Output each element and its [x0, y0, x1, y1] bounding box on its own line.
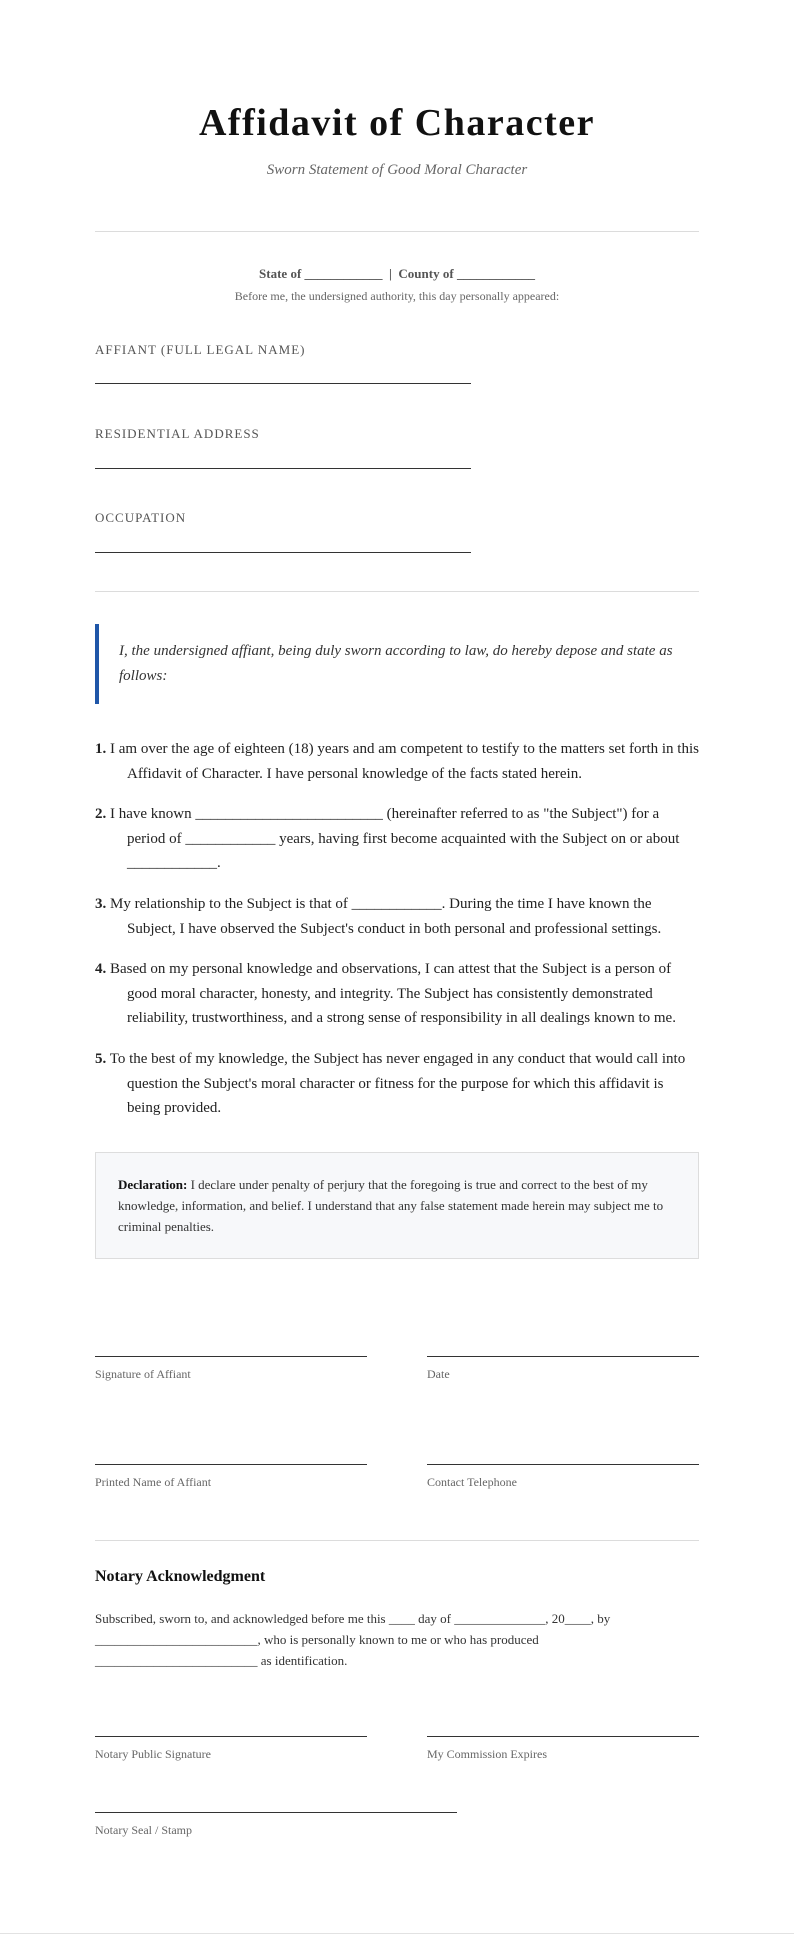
statement-text: My relationship to the Subject is that of ____________. During the time I have known the Subject, I have observed the Subject's conduct in both personal and professional settings. [110, 896, 662, 937]
commission-expires-line[interactable] [427, 1736, 699, 1737]
section-divider [95, 591, 699, 592]
venue-preamble: Before me, the undersigned authority, this day personally appeared: [234, 289, 560, 303]
declaration-label: Declaration: [118, 1177, 188, 1192]
printed-name-label: Printed Name of Affiant [95, 1475, 212, 1489]
occupation-label: OCCUPATION [95, 510, 187, 525]
statement-item [95, 737, 699, 786]
commission-expires-label: My Commission Expires [427, 1747, 548, 1761]
statement-item [95, 802, 699, 876]
notary-seal-label: Notary Seal / Stamp [95, 1823, 192, 1837]
venue-line [95, 266, 699, 282]
statement-text: I have known _________________________ (hereinafter referred to as "the Subject") for a period of ____________ years, having first become acquainted with the Subject on or about ____________. [110, 806, 680, 871]
residential-address-field[interactable] [95, 468, 471, 469]
county-blank[interactable]: ____________ [456, 266, 535, 281]
document-subtitle: Sworn Statement of Good Moral Character [266, 162, 528, 178]
telephone-line[interactable] [427, 1464, 699, 1465]
notary-signature-line[interactable] [95, 1736, 367, 1737]
statement-text: I am over the age of eighteen (18) years and am competent to testify to the matters set forth in this Affidavit of Character. I have personal knowledge of the facts stated herein. [110, 741, 699, 782]
venue-separator: | [389, 266, 392, 281]
notary-heading: Notary Acknowledgment [95, 1568, 266, 1585]
statement-number: 1. [95, 741, 107, 757]
statement-text: To the best of my knowledge, the Subject has never engaged in any conduct that would call into question the Subject's moral character or fitness for the purpose for which this affidavit is being provided. [109, 1051, 686, 1116]
state-blank[interactable]: ____________ [304, 266, 383, 281]
occupation-field[interactable] [95, 552, 471, 553]
telephone-label: Contact Telephone [427, 1475, 517, 1489]
statement-item [95, 1047, 699, 1121]
affiant-signature-label: Signature of Affiant [95, 1367, 191, 1381]
document-title: Affidavit of Character [198, 102, 595, 144]
statement-item [95, 892, 699, 941]
page-bottom-edge [0, 1933, 794, 1934]
declaration-text: I declare under penalty of perjury that the foregoing is true and correct to the best of my knowledge, information, and belief. I understand that any false statement made herein may subject me to criminal penalties. [118, 1177, 664, 1234]
county-label: County of [398, 266, 454, 281]
printed-name-line[interactable] [95, 1464, 367, 1465]
residential-address-label: RESIDENTIAL ADDRESS [95, 426, 260, 441]
oath-statement: I, the undersigned affiant, being duly sworn according to law, do hereby depose and state as follows: [95, 624, 699, 704]
statement-number: 3. [95, 896, 107, 912]
date-line[interactable] [427, 1356, 699, 1357]
date-label: Date [427, 1367, 450, 1381]
notary-signature-label: Notary Public Signature [95, 1747, 211, 1761]
statement-number: 5. [95, 1051, 107, 1067]
notary-divider [95, 1540, 699, 1541]
notary-text: Subscribed, sworn to, and acknowledged before me this ____ day of ______________, 20____, by _________________________, who is personally known to me or who has produced _________________________ as identification. [95, 1611, 611, 1668]
affiant-name-field[interactable] [95, 383, 471, 384]
statement-item [95, 957, 699, 1031]
state-label: State of [259, 266, 302, 281]
affiant-name-label: AFFIANT (FULL LEGAL NAME) [95, 342, 306, 357]
affiant-signature-line[interactable] [95, 1356, 367, 1357]
statement-number: 2. [95, 806, 107, 822]
declaration-box [95, 1152, 699, 1259]
notary-seal-line[interactable] [95, 1812, 457, 1813]
statement-number: 4. [95, 961, 107, 977]
statement-text: Based on my personal knowledge and observations, I can attest that the Subject is a person of good moral character, honesty, and integrity. The Subject has consistently demonstrated reliability, trustworthiness, and a strong sense of responsibility in all dealings known to me. [110, 961, 676, 1026]
header-divider [95, 231, 699, 232]
